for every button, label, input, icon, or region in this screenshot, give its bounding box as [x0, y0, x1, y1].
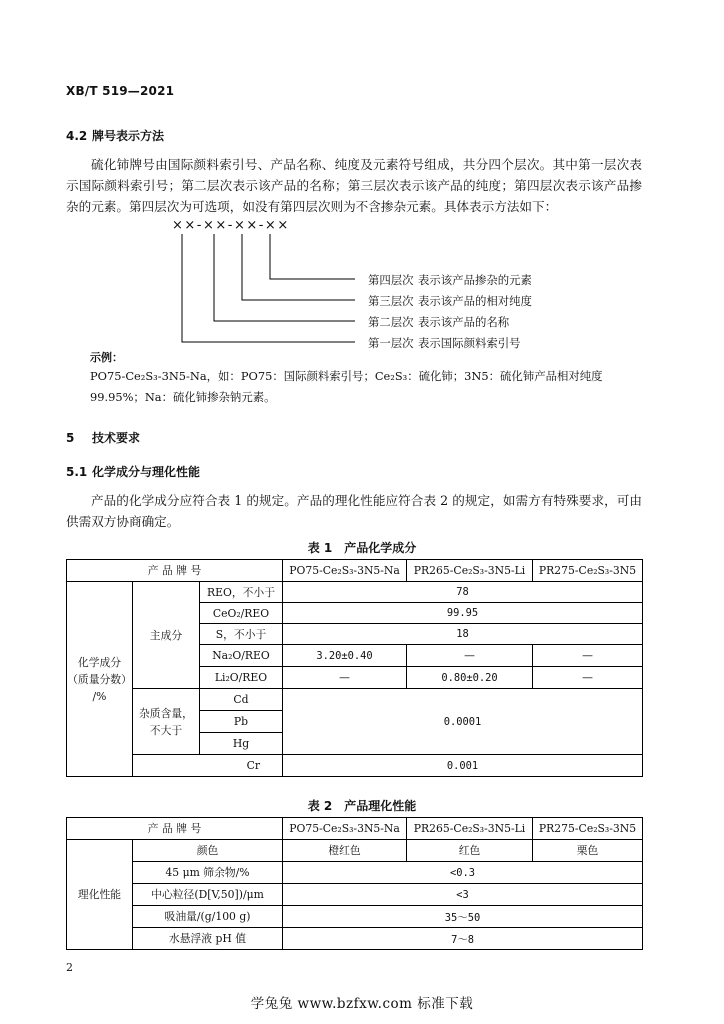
value-cell: —: [283, 667, 407, 689]
paragraph-text: 硫化铈牌号由国际颜料索引号、产品名称、纯度及元素符号组成，共分四个层次。其中第一层次表示国际颜料索引号；第二层次表示该产品的名称；第三层次表示该产品的纯度；第四层次表示该产品掺杂的元素。第四层次为可选项，如没有第四层次则为不含掺杂元素。具体表示方法如下：: [66, 157, 642, 214]
value-cell: 橙红色: [283, 840, 407, 862]
grade-code-pattern: ××-××-××-××: [172, 218, 290, 233]
table-row: [67, 582, 643, 603]
table-1-caption: [0, 539, 724, 556]
item-cell: 水悬浮液 pH 值: [133, 928, 283, 950]
section-title: 化学成分与理化性能: [92, 465, 201, 479]
value-cell: 99.95: [283, 603, 643, 624]
level-1-label: 第一层次 表示国际颜料索引号: [368, 336, 521, 350]
item-cell: 45 μm 筛余物/%: [133, 862, 283, 884]
item-cell: Pb: [200, 711, 283, 733]
section-title: 技术要求: [92, 431, 141, 445]
table-title: 产品化学成分: [344, 541, 417, 555]
section-5-1-paragraph: [66, 490, 642, 532]
table-number: 表 1: [307, 541, 333, 555]
group-label-cell: 化学成分 （质量分数） /%: [67, 582, 133, 777]
value-cell: <3: [283, 884, 643, 906]
section-title: 牌号表示方法: [92, 129, 165, 143]
table-row: [67, 818, 643, 840]
value-cell: 35～50: [283, 906, 643, 928]
table-row: [67, 560, 643, 582]
table-row: [67, 906, 643, 928]
item-cell: Na₂O/REO: [200, 645, 283, 667]
impurity-value-cell: 0.0001: [283, 689, 643, 755]
table-title: 产品理化性能: [344, 799, 417, 813]
table-row: [67, 884, 643, 906]
standard-number: XB/T 519—2021: [66, 84, 175, 98]
table-row: [67, 928, 643, 950]
group-label-cell: 理化性能: [67, 840, 133, 950]
header-cell: 产 品 牌 号: [67, 560, 283, 582]
value-cell: 0.001: [283, 755, 643, 777]
example-text: PO75-Ce₂S₃-3N5-Na，如：PO75：国际颜料索引号；Ce₂S₃：硫化铈；3N5：硫化铈产品相对纯度 99.95%；Na：硫化铈掺杂钠元素。: [90, 369, 603, 404]
value-cell: —: [533, 667, 643, 689]
level-4-label: 第四层次 表示该产品掺杂的元素: [368, 273, 532, 287]
section-heading-5: [66, 429, 140, 446]
table-2-caption: [0, 797, 724, 814]
page-number: 2: [66, 961, 73, 974]
table-row: [67, 755, 643, 777]
table-row: [67, 840, 643, 862]
level-connector-lines: [170, 232, 370, 347]
value-cell: 0.80±0.20: [407, 667, 533, 689]
value-cell: <0.3: [283, 862, 643, 884]
value-cell: 7～8: [283, 928, 643, 950]
grade-header: PR275-Ce₂S₃-3N5: [533, 560, 643, 582]
grade-header: PR265-Ce₂S₃-3N5-Li: [407, 818, 533, 840]
section-heading-5-1: [66, 463, 200, 480]
example-label: 示例：: [90, 351, 123, 364]
table-2-physical-properties: [66, 817, 643, 950]
item-cell: 颜色: [133, 840, 283, 862]
level-3-label: 第三层次 表示该产品的相对纯度: [368, 294, 532, 308]
grade-header: PO75-Ce₂S₃-3N5-Na: [283, 818, 407, 840]
grade-header: PR265-Ce₂S₃-3N5-Li: [407, 560, 533, 582]
footer-watermark: 学兔兔 www.bzfxw.com 标准下载: [250, 996, 474, 1012]
grade-header: PO75-Ce₂S₃-3N5-Na: [283, 560, 407, 582]
item-cell: Cr: [133, 755, 283, 777]
section-number: 4.2: [66, 129, 88, 143]
grade-header: PR275-Ce₂S₃-3N5: [533, 818, 643, 840]
impurity-label: 杂质含量， 不大于: [133, 689, 200, 755]
paragraph-text: 产品的化学成分应符合表 1 的规定。产品的理化性能应符合表 2 的规定，如需方有特殊要求，可由供需双方协商确定。: [66, 493, 642, 529]
level-2-label: 第二层次 表示该产品的名称: [368, 315, 510, 329]
item-cell: Cd: [200, 689, 283, 711]
main-component-label: 主成分: [133, 582, 200, 689]
item-cell: Li₂O/REO: [200, 667, 283, 689]
item-cell: 吸油量/(g/100 g): [133, 906, 283, 928]
value-cell: 18: [283, 624, 643, 645]
value-cell: 78: [283, 582, 643, 603]
item-cell: Hg: [200, 733, 283, 755]
section-number: 5: [66, 431, 75, 445]
value-cell: —: [533, 645, 643, 667]
table-row: [67, 689, 643, 711]
item-cell: CeO₂/REO: [200, 603, 283, 624]
table-number: 表 2: [307, 799, 333, 813]
value-cell: 3.20±0.40: [283, 645, 407, 667]
item-cell: REO，不小于: [200, 582, 283, 603]
value-cell: 红色: [407, 840, 533, 862]
table-1-chemical-composition: [66, 559, 643, 777]
value-cell: —: [407, 645, 533, 667]
value-cell: 栗色: [533, 840, 643, 862]
section-4-2-paragraph: [66, 154, 642, 217]
section-number: 5.1: [66, 465, 88, 479]
table-row: [67, 862, 643, 884]
header-cell: 产 品 牌 号: [67, 818, 283, 840]
item-cell: S，不小于: [200, 624, 283, 645]
section-heading-4-2: [66, 127, 164, 144]
item-cell: 中心粒径(D[V,50])/μm: [133, 884, 283, 906]
